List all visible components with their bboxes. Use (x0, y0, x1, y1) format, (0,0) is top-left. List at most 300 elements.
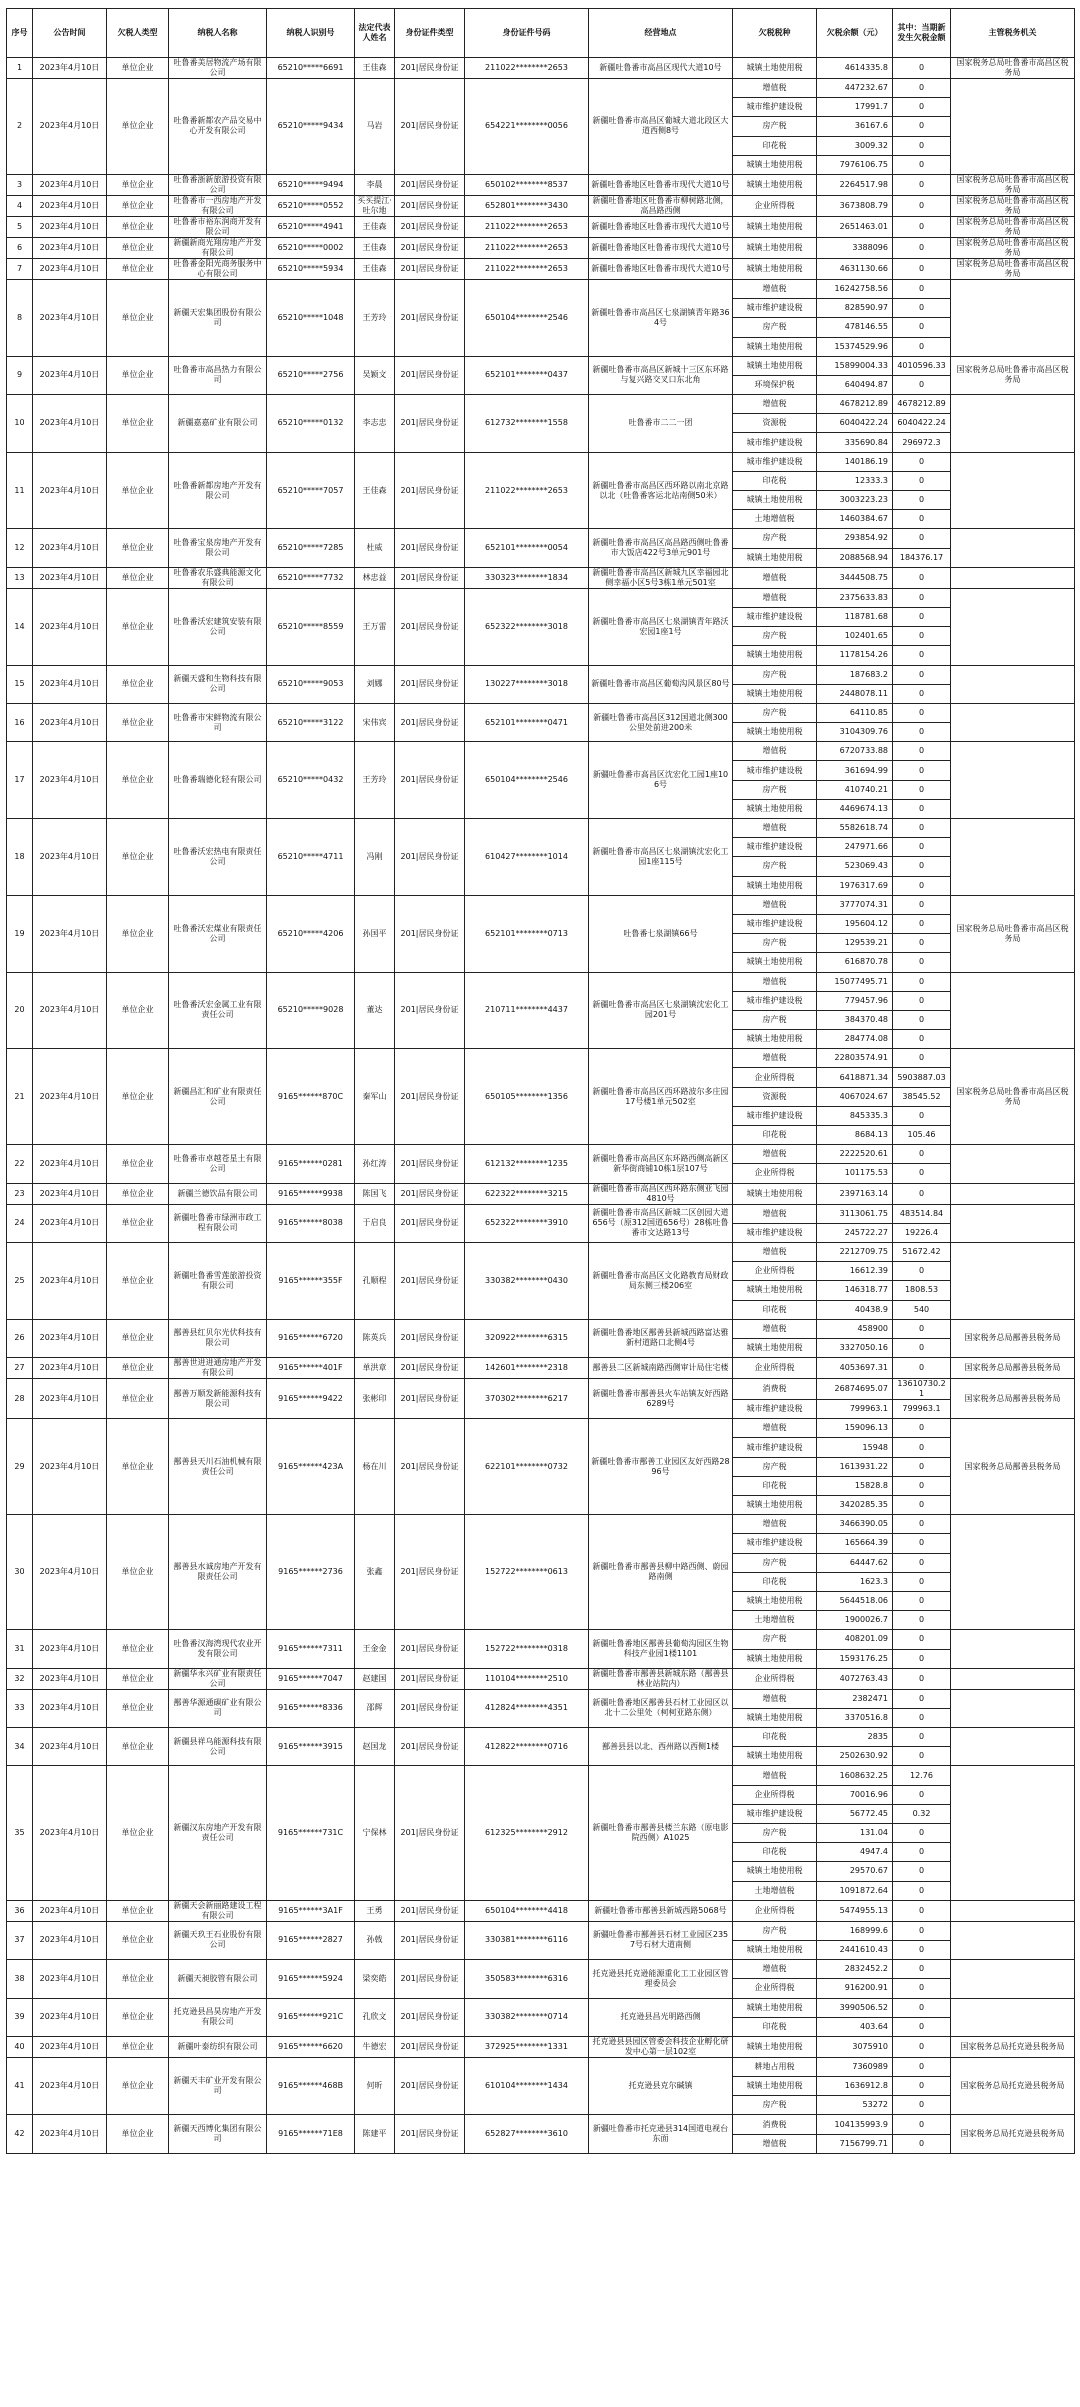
record-balance: 458900 (817, 1319, 893, 1338)
record-date: 2023年4月10日 (33, 1183, 107, 1204)
record-address: 新疆吐鲁番市高昌区新城二区创园大道656号（原312国道656号）28栋吐鲁番市文达路13号 (589, 1204, 733, 1242)
record-no: 42 (7, 2115, 33, 2153)
header-id-type: 身份证件类型 (395, 9, 465, 58)
record-id-type: 201|居民身份证 (395, 567, 465, 588)
record-tax-type: 增值税 (733, 588, 817, 607)
record-balance: 4614335.8 (817, 58, 893, 79)
record-tax-type: 城镇土地使用税 (733, 1747, 817, 1766)
record-tax-type: 增值税 (733, 1689, 817, 1708)
record-office: 国家税务总局鄯善县税务局 (951, 1319, 1075, 1357)
record-new-arrears: 0 (893, 1668, 951, 1689)
record-tin: 65210*****0552 (267, 195, 355, 216)
record-tax-type: 城镇土地使用税 (733, 1998, 817, 2017)
record-tax-type: 城市维护建设税 (733, 761, 817, 780)
record-name: 新疆天玖王石业股份有限公司 (169, 1921, 267, 1959)
record-type: 单位企业 (107, 819, 169, 896)
record-type: 单位企业 (107, 237, 169, 258)
record-new-arrears: 0 (893, 2077, 951, 2096)
record-id-number: 622322********3215 (465, 1183, 589, 1204)
record-type: 单位企业 (107, 2057, 169, 2115)
record-date: 2023年4月10日 (33, 588, 107, 665)
record-no: 41 (7, 2057, 33, 2115)
record-id-number: 652322********3910 (465, 1204, 589, 1242)
record-type: 单位企业 (107, 1319, 169, 1357)
record-tax-type: 增值税 (733, 1766, 817, 1785)
record-name: 吐鲁番美居物流产场有限公司 (169, 58, 267, 79)
record-no: 32 (7, 1668, 33, 1689)
record-name: 新疆兰德饮品有限公司 (169, 1183, 267, 1204)
record-type: 单位企业 (107, 567, 169, 588)
header-tax-type: 欠税税种 (733, 9, 817, 58)
record-new-arrears: 0 (893, 471, 951, 490)
record-address: 新疆吐鲁番市鄯善县新城东路（鄯善县林业站院内） (589, 1668, 733, 1689)
record-id-type: 201|居民身份证 (395, 79, 465, 175)
record-address: 新疆吐鲁番市高昌区现代大道10号 (589, 58, 733, 79)
record-new-arrears: 0 (893, 2036, 951, 2057)
record-id-number: 320922********6315 (465, 1319, 589, 1357)
table-row (7, 2115, 1075, 2134)
table-row (7, 1145, 1075, 1164)
record-tax-type: 城镇土地使用税 (733, 258, 817, 279)
record-no: 38 (7, 1960, 33, 1998)
record-balance: 64447.62 (817, 1553, 893, 1572)
record-balance: 6040422.24 (817, 414, 893, 433)
record-new-arrears: 0 (893, 1534, 951, 1553)
record-date: 2023年4月10日 (33, 174, 107, 195)
record-name: 吐鲁番农乐盛典能源文化有限公司 (169, 567, 267, 588)
record-tax-type: 增值税 (733, 395, 817, 414)
record-tax-type: 城镇土地使用税 (733, 491, 817, 510)
record-new-arrears: 0 (893, 1338, 951, 1357)
record-balance: 104135993.9 (817, 2115, 893, 2134)
record-date: 2023年4月10日 (33, 58, 107, 79)
record-date: 2023年4月10日 (33, 1204, 107, 1242)
record-office: 国家税务总局吐鲁番市高昌区税务局 (951, 237, 1075, 258)
record-balance: 15899004.33 (817, 356, 893, 375)
record-type: 单位企业 (107, 356, 169, 394)
record-new-arrears: 0 (893, 1319, 951, 1338)
record-tax-type: 城镇土地使用税 (733, 1591, 817, 1610)
record-name: 新疆汉东房地产开发有限责任公司 (169, 1766, 267, 1900)
record-tax-type: 印花税 (733, 1843, 817, 1862)
record-new-arrears: 0 (893, 510, 951, 529)
record-rep: 邵辉 (355, 1689, 395, 1727)
table-row (7, 742, 1075, 761)
header-no: 序号 (7, 9, 33, 58)
table-row (7, 972, 1075, 991)
record-tax-type: 企业所得税 (733, 1785, 817, 1804)
record-new-arrears: 4010596.33 (893, 356, 951, 375)
record-type: 单位企业 (107, 79, 169, 175)
table-row (7, 79, 1075, 98)
record-tax-type: 企业所得税 (733, 1979, 817, 1998)
record-address: 托克逊县克尔碱镇 (589, 2057, 733, 2115)
table-row (7, 237, 1075, 258)
record-id-type: 201|居民身份证 (395, 356, 465, 394)
record-id-type: 201|居民身份证 (395, 1689, 465, 1727)
record-new-arrears: 0 (893, 195, 951, 216)
record-tax-type: 城镇土地使用税 (733, 876, 817, 895)
table-row (7, 567, 1075, 588)
record-office (951, 529, 1075, 567)
record-office (951, 1242, 1075, 1319)
record-new-arrears: 0 (893, 1419, 951, 1438)
record-name: 吐鲁番沃宏建筑安装有限公司 (169, 588, 267, 665)
record-balance: 12333.3 (817, 471, 893, 490)
record-date: 2023年4月10日 (33, 1242, 107, 1319)
table-body (7, 58, 1075, 2154)
record-address: 新疆吐鲁番市高昌区高昌路西侧吐鲁番市大饭店422号3单元901号 (589, 529, 733, 567)
record-type: 单位企业 (107, 1766, 169, 1900)
record-new-arrears: 0 (893, 799, 951, 818)
record-rep: 李晨 (355, 174, 395, 195)
record-balance: 131.04 (817, 1824, 893, 1843)
record-tax-type: 增值税 (733, 1419, 817, 1438)
record-office (951, 452, 1075, 529)
record-rep: 孙国平 (355, 895, 395, 972)
record-office: 国家税务总局鄯善县税务局 (951, 1358, 1075, 1379)
record-tax-type: 房产税 (733, 117, 817, 136)
record-new-arrears: 0 (893, 1164, 951, 1183)
record-address: 新疆吐鲁番市高昌区新城十三区东环路与复兴路交叉口东北角 (589, 356, 733, 394)
record-office (951, 972, 1075, 1049)
record-type: 单位企业 (107, 703, 169, 741)
record-rep: 王佳森 (355, 58, 395, 79)
record-id-number: 650104********2546 (465, 279, 589, 356)
record-no: 6 (7, 237, 33, 258)
record-date: 2023年4月10日 (33, 742, 107, 819)
record-office (951, 1728, 1075, 1766)
record-id-number: 210711********4437 (465, 972, 589, 1049)
record-tin: 9165******2827 (267, 1921, 355, 1959)
record-balance: 159096.13 (817, 1419, 893, 1438)
table-row (7, 529, 1075, 548)
record-new-arrears: 0 (893, 723, 951, 742)
record-type: 单位企业 (107, 1242, 169, 1319)
table-row (7, 1379, 1075, 1400)
record-name: 吐鲁番新都房地产开发有限公司 (169, 452, 267, 529)
record-new-arrears: 0 (893, 1689, 951, 1708)
record-balance: 165664.39 (817, 1534, 893, 1553)
record-rep: 王芳玲 (355, 742, 395, 819)
record-balance: 1900026.7 (817, 1611, 893, 1630)
record-date: 2023年4月10日 (33, 1900, 107, 1921)
record-new-arrears: 0 (893, 588, 951, 607)
record-id-type: 201|居民身份证 (395, 895, 465, 972)
record-tin: 9165******921C (267, 1998, 355, 2036)
record-date: 2023年4月10日 (33, 1630, 107, 1668)
record-id-type: 201|居民身份证 (395, 529, 465, 567)
record-rep: 王佳森 (355, 216, 395, 237)
record-rep: 陈建平 (355, 2115, 395, 2153)
record-no: 18 (7, 819, 33, 896)
record-name: 新疆新商光翔房地产开发有限公司 (169, 237, 267, 258)
record-tin: 9165******731C (267, 1766, 355, 1900)
record-tin: 65210*****1048 (267, 279, 355, 356)
record-no: 16 (7, 703, 33, 741)
record-tax-type: 增值税 (733, 742, 817, 761)
record-balance: 3990506.52 (817, 1998, 893, 2017)
record-tax-type: 增值税 (733, 1204, 817, 1223)
record-no: 23 (7, 1183, 33, 1204)
record-id-number: 652101********0713 (465, 895, 589, 972)
record-balance: 5644518.06 (817, 1591, 893, 1610)
record-balance: 3466390.05 (817, 1515, 893, 1534)
record-date: 2023年4月10日 (33, 1358, 107, 1379)
record-id-number: 652101********0437 (465, 356, 589, 394)
record-no: 4 (7, 195, 33, 216)
record-tax-type: 城市维护建设税 (733, 607, 817, 626)
record-new-arrears: 799963.1 (893, 1400, 951, 1419)
record-tax-type: 城市维护建设税 (733, 452, 817, 471)
record-tax-type: 房产税 (733, 627, 817, 646)
record-address: 新疆吐鲁番地区鄯善县葡萄沟园区生物科技产业园1楼1101 (589, 1630, 733, 1668)
record-balance: 15948 (817, 1438, 893, 1457)
record-balance: 2222520.61 (817, 1145, 893, 1164)
record-id-number: 330381********6116 (465, 1921, 589, 1959)
header-office: 主管税务机关 (951, 9, 1075, 58)
record-rep: 王金金 (355, 1630, 395, 1668)
record-type: 单位企业 (107, 174, 169, 195)
record-no: 28 (7, 1379, 33, 1419)
record-balance: 799963.1 (817, 1400, 893, 1419)
record-name: 鄯善世进进通房地产开发有限公司 (169, 1358, 267, 1379)
record-office (951, 279, 1075, 356)
record-balance: 2441610.43 (817, 1940, 893, 1959)
record-new-arrears: 0 (893, 1496, 951, 1515)
record-tax-type: 城市维护建设税 (733, 1534, 817, 1553)
record-id-type: 201|居民身份证 (395, 452, 465, 529)
record-rep: 于启良 (355, 1204, 395, 1242)
record-new-arrears: 0 (893, 1515, 951, 1534)
record-name: 吐鲁番新都农产品交易中心开发有限公司 (169, 79, 267, 175)
table-row (7, 452, 1075, 471)
record-new-arrears: 0 (893, 2134, 951, 2153)
record-tin: 9165******9422 (267, 1379, 355, 1419)
record-rep: 张彬印 (355, 1379, 395, 1419)
record-new-arrears: 0 (893, 780, 951, 799)
record-balance: 4469674.13 (817, 799, 893, 818)
record-name: 新疆华永兴矿业有限责任公司 (169, 1668, 267, 1689)
header-type: 欠税人类型 (107, 9, 169, 58)
record-balance: 916200.91 (817, 1979, 893, 1998)
record-rep: 孔欣文 (355, 1998, 395, 2036)
record-balance: 64110.85 (817, 703, 893, 722)
record-tin: 65210*****4941 (267, 216, 355, 237)
record-id-number: 654221********0056 (465, 79, 589, 175)
record-type: 单位企业 (107, 1900, 169, 1921)
record-new-arrears: 13610730.21 (893, 1379, 951, 1400)
record-office (951, 395, 1075, 453)
record-type: 单位企业 (107, 1728, 169, 1766)
record-balance: 2448078.11 (817, 684, 893, 703)
record-id-number: 652101********0054 (465, 529, 589, 567)
record-date: 2023年4月10日 (33, 1145, 107, 1183)
record-type: 单位企业 (107, 216, 169, 237)
record-id-type: 201|居民身份证 (395, 1379, 465, 1419)
record-balance: 403.64 (817, 2017, 893, 2036)
record-type: 单位企业 (107, 279, 169, 356)
record-type: 单位企业 (107, 1204, 169, 1242)
record-tax-type: 城镇土地使用税 (733, 684, 817, 703)
record-name: 吐鲁番市裕东润商开发有限公司 (169, 216, 267, 237)
record-name: 新疆天宏集团股份有限公司 (169, 279, 267, 356)
record-type: 单位企业 (107, 972, 169, 1049)
record-name: 吐鲁番沃宏热电有限责任公司 (169, 819, 267, 896)
record-type: 单位企业 (107, 1689, 169, 1727)
record-name: 新疆嘉嘉矿业有限公司 (169, 395, 267, 453)
record-tax-type: 城镇土地使用税 (733, 799, 817, 818)
record-id-number: 412822********0716 (465, 1728, 589, 1766)
record-id-type: 201|居民身份证 (395, 216, 465, 237)
record-office (951, 819, 1075, 896)
record-balance: 15828.8 (817, 1476, 893, 1495)
table-row (7, 1419, 1075, 1438)
record-tin: 65210*****9494 (267, 174, 355, 195)
record-new-arrears: 0 (893, 117, 951, 136)
record-tax-type: 消费税 (733, 1379, 817, 1400)
record-balance: 26874695.07 (817, 1379, 893, 1400)
record-new-arrears: 0 (893, 607, 951, 626)
record-rep: 刘娜 (355, 665, 395, 703)
record-address: 新疆吐鲁番市鄯善县石材工业园区2357号石材大道南侧 (589, 1921, 733, 1959)
record-balance: 56772.45 (817, 1804, 893, 1823)
record-balance: 6418871.34 (817, 1068, 893, 1087)
record-date: 2023年4月10日 (33, 2036, 107, 2057)
record-new-arrears: 0 (893, 1708, 951, 1727)
record-name: 新疆叶泰纺织有限公司 (169, 2036, 267, 2057)
record-type: 单位企业 (107, 742, 169, 819)
record-tax-type: 房产税 (733, 1010, 817, 1029)
record-id-type: 201|居民身份证 (395, 237, 465, 258)
record-address: 新疆吐鲁番市高昌区新城九区幸福园北侧幸福小区5号3栋1单元501室 (589, 567, 733, 588)
record-type: 单位企业 (107, 195, 169, 216)
record-tax-type: 城镇土地使用税 (733, 1862, 817, 1881)
record-address: 新疆吐鲁番市高昌区文化路教育局财政局东侧三楼206室 (589, 1242, 733, 1319)
record-id-type: 201|居民身份证 (395, 742, 465, 819)
record-balance: 3388096 (817, 237, 893, 258)
record-type: 单位企业 (107, 1145, 169, 1183)
record-new-arrears: 0 (893, 703, 951, 722)
record-name: 新疆吐鲁番市绿洲市政工程有限公司 (169, 1204, 267, 1242)
record-tax-type: 增值税 (733, 1242, 817, 1261)
record-tax-type: 城镇土地使用税 (733, 1030, 817, 1049)
record-tin: 9165******5924 (267, 1960, 355, 1998)
record-balance: 7156799.71 (817, 2134, 893, 2153)
record-balance: 2832452.2 (817, 1960, 893, 1979)
record-tin: 65210*****7057 (267, 452, 355, 529)
record-new-arrears: 0 (893, 953, 951, 972)
record-new-arrears: 0 (893, 665, 951, 684)
record-balance: 4947.4 (817, 1843, 893, 1862)
record-id-number: 650105********1356 (465, 1049, 589, 1145)
record-rep: 孙红涛 (355, 1145, 395, 1183)
record-new-arrears: 0 (893, 972, 951, 991)
record-rep: 张鑫 (355, 1515, 395, 1630)
record-tax-type: 增值税 (733, 1145, 817, 1164)
record-tax-type: 城镇土地使用税 (733, 1940, 817, 1959)
record-rep: 单洪章 (355, 1358, 395, 1379)
record-balance: 1613931.22 (817, 1457, 893, 1476)
record-tax-type: 资源税 (733, 1087, 817, 1106)
record-type: 单位企业 (107, 1630, 169, 1668)
table-row (7, 1242, 1075, 1261)
record-balance: 2382471 (817, 1689, 893, 1708)
record-tax-type: 印花税 (733, 1126, 817, 1145)
record-balance: 1091872.64 (817, 1881, 893, 1900)
record-id-number: 650104********4418 (465, 1900, 589, 1921)
record-address: 托克逊县县园区管委会科技企业孵化研发中心第一层102室 (589, 2036, 733, 2057)
record-balance: 4678212.89 (817, 395, 893, 414)
record-tin: 65210*****6691 (267, 58, 355, 79)
table-row (7, 588, 1075, 607)
header-new-arrears: 其中：当期新发生欠税金额 (893, 9, 951, 58)
record-tax-type: 增值税 (733, 1049, 817, 1068)
record-name: 新疆昌汇和矿业有限责任公司 (169, 1049, 267, 1145)
record-id-type: 201|居民身份证 (395, 819, 465, 896)
record-new-arrears: 0 (893, 742, 951, 761)
record-balance: 140186.19 (817, 452, 893, 471)
record-tax-type: 城市维护建设税 (733, 1106, 817, 1125)
header-rep: 法定代表人姓名 (355, 9, 395, 58)
table-row (7, 1630, 1075, 1649)
record-address: 新疆吐鲁番地区鄯善县石材工业园区以北十二公里处（柯柯亚路东侧） (589, 1689, 733, 1727)
table-row (7, 1728, 1075, 1747)
record-tax-type: 房产税 (733, 2096, 817, 2115)
record-new-arrears: 0 (893, 1960, 951, 1979)
table-row (7, 1900, 1075, 1921)
record-rep: 杨在川 (355, 1419, 395, 1515)
record-tin: 65210*****9028 (267, 972, 355, 1049)
record-address: 新疆吐鲁番市高昌区七泉湖镇青年路沃宏园1座1号 (589, 588, 733, 665)
record-name: 吐鲁番瑞德化轻有限公司 (169, 742, 267, 819)
record-tax-type: 城镇土地使用税 (733, 174, 817, 195)
record-id-type: 201|居民身份证 (395, 58, 465, 79)
table-row (7, 1998, 1075, 2017)
record-office (951, 1630, 1075, 1668)
record-date: 2023年4月10日 (33, 216, 107, 237)
record-tin: 9165******6620 (267, 2036, 355, 2057)
record-new-arrears: 0 (893, 174, 951, 195)
record-date: 2023年4月10日 (33, 395, 107, 453)
record-tax-type: 增值税 (733, 1515, 817, 1534)
record-tax-type: 消费税 (733, 2115, 817, 2134)
record-id-type: 201|居民身份证 (395, 588, 465, 665)
record-tax-type: 城镇土地使用税 (733, 58, 817, 79)
record-id-number: 612132********1235 (465, 1145, 589, 1183)
record-id-number: 110104********2510 (465, 1668, 589, 1689)
record-office (951, 588, 1075, 665)
record-new-arrears: 0 (893, 491, 951, 510)
record-name: 新疆天盛和生物科技有限公司 (169, 665, 267, 703)
record-tax-type: 耕地占用税 (733, 2057, 817, 2076)
record-tax-type: 企业所得税 (733, 1668, 817, 1689)
record-office (951, 1960, 1075, 1998)
record-new-arrears: 0 (893, 857, 951, 876)
record-balance: 102401.65 (817, 627, 893, 646)
record-date: 2023年4月10日 (33, 2115, 107, 2153)
record-rep: 宁保林 (355, 1766, 395, 1900)
record-id-number: 211022********2653 (465, 452, 589, 529)
record-new-arrears: 0 (893, 216, 951, 237)
record-tax-type: 资源税 (733, 414, 817, 433)
record-balance: 1178154.26 (817, 646, 893, 665)
record-tin: 9165******8038 (267, 1204, 355, 1242)
record-tax-type: 城镇土地使用税 (733, 1183, 817, 1204)
record-address: 新疆吐鲁番地区鄯善县新城西路富达雅新村道路口北侧4号 (589, 1319, 733, 1357)
record-rep: 秦军山 (355, 1049, 395, 1145)
record-new-arrears: 0 (893, 1106, 951, 1125)
